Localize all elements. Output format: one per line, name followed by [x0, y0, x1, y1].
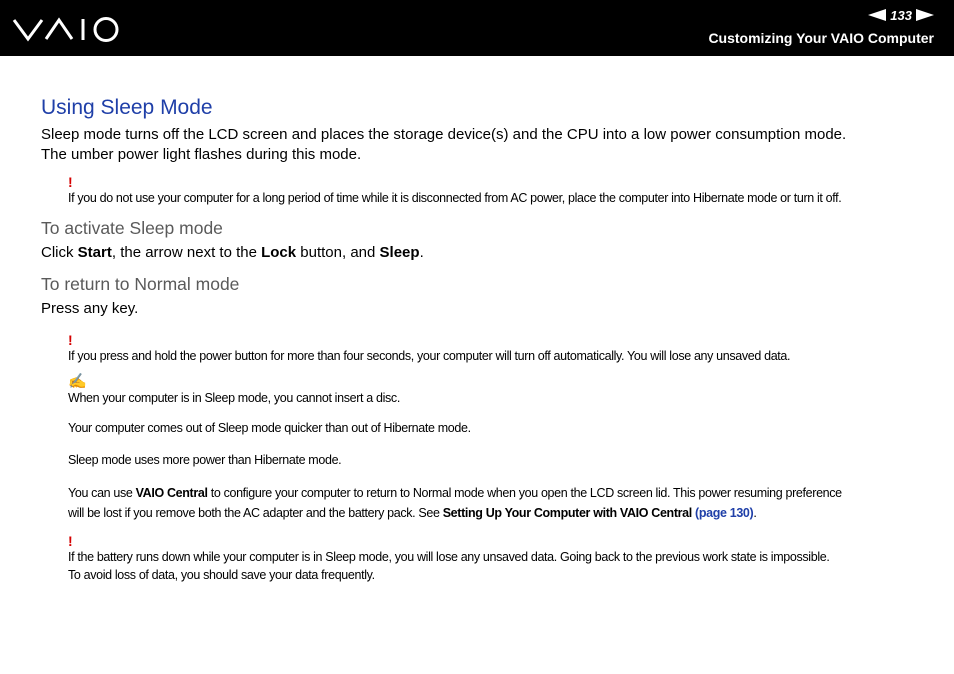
activate-instructions: [41, 243, 921, 263]
memo-paragraph-4: [68, 483, 921, 523]
warning-note-1: [68, 176, 921, 207]
sleep-label: Sleep: [379, 244, 420, 261]
memo-note: [68, 375, 921, 523]
warning-note-3: [68, 535, 921, 584]
warning-note-2: [68, 334, 921, 365]
intro-line-2: The umber power light flashes during this mode.: [41, 146, 362, 163]
lock-label: Lock: [261, 244, 297, 261]
warning-text-3-line-1: If the battery runs down while your computer is in Sleep mode, you will lose any unsaved data. Going back to the previous work state is impossible.: [68, 550, 830, 564]
activate-text-4: .: [419, 244, 424, 261]
memo-p4-text-2: to configure your computer to return to Normal mode when you open the LCD screen lid. This power resuming preference: [207, 486, 842, 500]
activate-text-3: button, and: [296, 244, 380, 261]
warning-text-3-line-2: To avoid loss of data, you should save your data frequently.: [68, 568, 375, 582]
page-content: [41, 94, 921, 584]
memo-p4-text-3: will be lost if you remove both the AC adapter and the battery pack. See: [68, 506, 443, 520]
intro-paragraph: [41, 125, 921, 165]
page-number: 133: [890, 7, 912, 23]
return-instructions: Press any key.: [41, 300, 139, 317]
previous-page-arrow-icon[interactable]: [868, 9, 886, 21]
start-label: Start: [77, 244, 112, 261]
memo-pencil-icon: ✍: [68, 373, 87, 390]
intro-line-1: Sleep mode turns off the LCD screen and places the storage device(s) and the CPU into a low power consumption mode.: [41, 126, 847, 143]
page-130-link[interactable]: (page 130): [695, 506, 754, 520]
warning-icon: !: [68, 174, 73, 190]
memo-p4-text-1: You can use: [68, 486, 136, 500]
activate-text-1: Click: [41, 244, 78, 261]
memo-p4-text-4: .: [753, 506, 757, 520]
page-title: Using Sleep Mode: [41, 96, 213, 119]
vaio-logo: [12, 14, 122, 44]
setup-reference-label: Setting Up Your Computer with VAIO Central: [442, 506, 692, 520]
memo-line-1: When your computer is in Sleep mode, you cannot insert a disc.: [68, 391, 400, 405]
return-heading: To return to Normal mode: [41, 274, 240, 294]
warning-text-2: If you press and hold the power button for more than four seconds, your computer will turn off automatically. You will lose any unsaved data.: [68, 349, 791, 363]
memo-line-3: Sleep mode uses more power than Hibernate mode.: [68, 453, 342, 467]
section-title: Customizing Your VAIO Computer: [708, 30, 934, 46]
memo-line-2: Your computer comes out of Sleep mode quicker than out of Hibernate mode.: [68, 421, 471, 435]
page-header: [0, 0, 954, 56]
activate-heading: To activate Sleep mode: [41, 218, 223, 238]
warning-text-1: If you do not use your computer for a long period of time while it is disconnected from AC power, place the computer into Hibernate mode or turn it off.: [68, 191, 842, 205]
vaio-central-label: VAIO Central: [135, 486, 208, 500]
next-page-arrow-icon[interactable]: [916, 9, 934, 21]
page-navigation: [868, 7, 934, 23]
warning-icon: !: [68, 533, 73, 549]
activate-text-2: , the arrow next to the: [111, 244, 262, 261]
warning-icon: !: [68, 332, 73, 348]
